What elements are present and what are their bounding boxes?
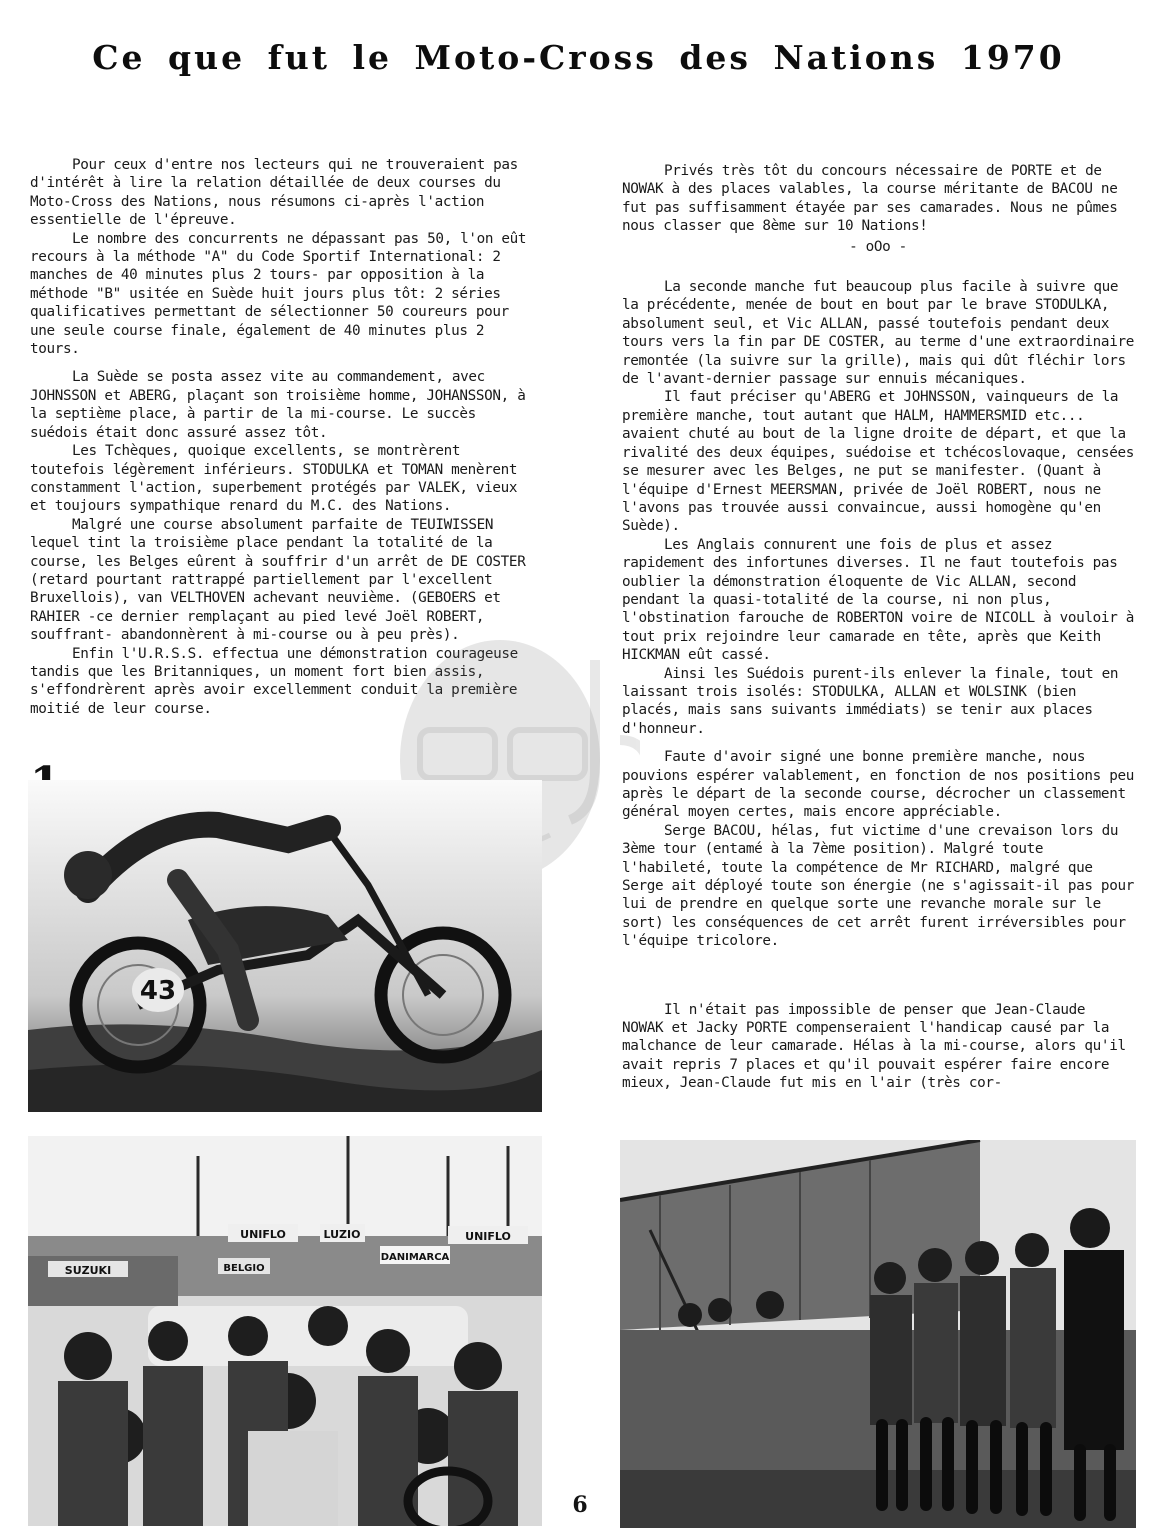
paragraph: Privés très tôt du concours nécessaire de PORTE et de NOWAK à des places valables, la course méritante de BACOU ne fut pas suffisamment étayée par ses camarades. Nous ne pûmes nous classer que 8ème sur 10 Nations!: [622, 163, 1118, 235]
paragraph: Malgré une course absolument parfaite de TEUIWISSEN lequel tint la troisième place pendant la totalité de la course, les Belges eûrent à souffrir d'un arrêt de DE COSTER (retard pourtant rattrappé partiellement par l'excellent Bruxellois), van VELTHOVEN achevant neuvième. (GEBOERS et RAHIER -ce dernier remplaçant au pied levé Joël ROBERT, souffrant- abandonnèrent à mi-course ou à peu près).: [30, 516, 526, 644]
right-column: [622, 162, 1134, 1093]
paragraph: La seconde manche fut beaucoup plus facile à suivre que la précédente, menée de bout en bout par le brave STODULKA, absolument seul, et Vic ALLAN, passé toutefois pendant deux tours vers la fin par DE COSTER, au terme d'une extraordinaire remontée (la suivre sur la grille), mais qui dût fléchir lors de l'avant-dernier passage sur ennuis mécaniques.: [622, 279, 1134, 388]
paragraph: Enfin l'U.R.S.S. effectua une démonstration courageuse tandis que les Britanniques, un moment fort bien assis, s'effondrèrent après avoir excellemment conduit la première moitié de leur course.: [30, 645, 518, 717]
banner-text: BELGIO: [223, 1263, 265, 1274]
banner-text: SUZUKI: [64, 1264, 112, 1277]
paragraph: Serge BACOU, hélas, fut victime d'une crevaison lors du 3ème tour (entamé à la 7ème position). Malgré toute l'habileté, toute la compétence de Mr RICHARD, malgré que Serge ait déployé toute son énergie (ne s'agissait-il pas pour lui de prendre en quelque sorte une revanche morale sur le sort) les conséquences de cet arrêt furent irréversibles pour l'équipe tricolore.: [622, 822, 1134, 950]
paragraph: Faute d'avoir signé une bonne première manche, nous pouvions espérer valablement, en fonction de nos positions peu après le départ de la seconde course, décrocher un classement général moyen certes, mais encore appréciable.: [622, 749, 1134, 821]
paragraph: Le nombre des concurrents ne dépassant pas 50, l'on eût recours à la méthode "A" du Code Sportif International: 2 manches de 40 minutes plus 2 tours- par opposition à la méthode "B" usitée en Suède huit jours plus tôt: 2 séries qualificatives permettant de sélectionner 50 coureurs pour une seule course finale, également de 40 minutes plus 2 tours.: [30, 230, 527, 358]
paragraph: La Suède se posta assez vite au commandement, avec JOHNSSON et ABERG, plaçant son troisième homme, JOHANSSON, à la septième place, à partir de la mi-course. Le succès suédois était donc assuré assez tôt.: [30, 369, 526, 441]
banner-text: DANIMARCA: [380, 1252, 450, 1263]
paragraph: Les Anglais connurent une fois de plus et assez rapidement des infortunes diverses. Il ne faut toutefois pas oublier la démonstration éloquente de Vic ALLAN, second pendant la quasi-totalité de la course, ni non plus, l'obstination farouche de ROBERTON voire de NICOLL à vouloir à tout prix rejoindre leur camarade en tête, après que Keith HICKMAN eût cassé.: [622, 536, 1134, 664]
race-bike-number: 43: [139, 976, 177, 1006]
banner-text: UNIFLO: [240, 1228, 286, 1241]
paragraph: Les Tchèques, quoique excellents, se montrèrent toutefois légèrement inférieurs. STODULKA et TOMAN menèrent constamment l'action, superbement protégés par VALEK, vieux et toujours sympathique renard du M.C. des Nations.: [30, 443, 518, 515]
paragraph: Ainsi les Suédois purent-ils enlever la finale, tout en laissant trois isolés: STODULKA, ALLAN et WOLSINK (bien placés, mais sans suivants immédiats) se tenir aux places d'honneur.: [622, 665, 1119, 737]
page-title: Ce que fut le Moto-Cross des Nations 1970: [92, 38, 1065, 77]
page-number: 6: [572, 1492, 588, 1518]
paragraph: Il n'était pas impossible de penser que Jean-Claude NOWAK et Jacky PORTE compenseraient l'handicap causé par la malchance de leur camarade. Hélas à la mi-course, alors qu'il avait repris 7 places et qu'il pouvait espérer faire encore mieux, Jean-Claude fut mis en l'air (très cor-: [622, 1001, 1126, 1092]
section-separator: - oOo -: [849, 238, 907, 255]
paragraph: Pour ceux d'entre nos lecteurs qui ne trouveraient pas d'intérêt à lire la relation détaillée de deux courses du Moto-Cross des Nations, nous résumons ci-après l'action essentielle de l'épreuve.: [30, 157, 518, 229]
paragraph: Il faut préciser qu'ABERG et JOHNSSON, vainqueurs de la première manche, tout autant que HALM, HAMMERSMID etc... avaient chuté au bout de la ligne droite de départ, et que la rivalité des deux équipes, suédoise et tchécoslovaque, censées se mesurer avec les Belges, ne put se manifester. (Quant à l'équipe d'Ernest MEERSMAN, privée de Joël ROBERT, nous ne l'avons pas trouvée aussi convaincue, aussi homogène qu'en Suède).: [622, 389, 1134, 535]
photo-motocross-jump: [28, 780, 542, 1112]
banner-text: UNIFLO: [465, 1230, 511, 1243]
photo-paddock-crowd: [28, 1136, 542, 1526]
banner-text: LUZIO: [323, 1228, 361, 1241]
photo-team-lineup: [620, 1140, 1136, 1528]
